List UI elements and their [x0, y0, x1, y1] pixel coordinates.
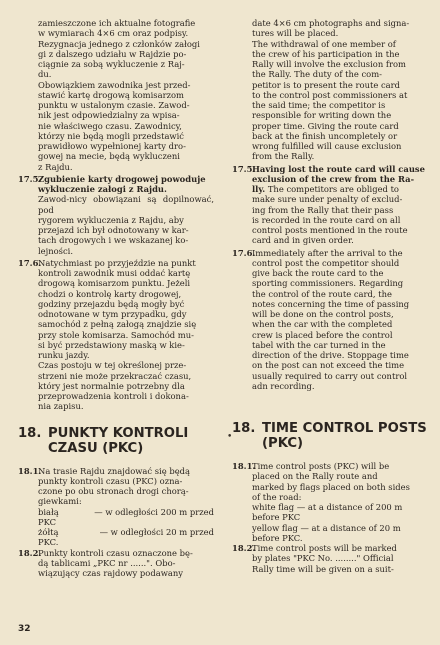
text-line: to the control post commissioners at	[252, 89, 408, 100]
text-line: Obowiązkiem zawodnika jest przed-	[38, 79, 191, 90]
text-line: PKC.	[38, 537, 59, 548]
clause-number: 18.2.	[232, 543, 256, 553]
clause-heading: Having lost the route card will cause	[252, 163, 425, 174]
clause-17-5-pl	[18, 174, 214, 256]
text-line: of the road:	[252, 491, 302, 502]
text-line: direction of the drive. Stoppage time	[252, 350, 409, 360]
text-line: card and in given order.	[252, 235, 354, 246]
text-line: control posts mentioned in the route	[252, 225, 408, 235]
flag-distance: — w odległości 200 m przed	[94, 506, 214, 517]
clause-18-2-pl	[18, 548, 214, 579]
text-line: którzy nie będą mogli przedstawić	[38, 130, 184, 141]
text-line: when the car with the completed	[252, 319, 393, 330]
margin-mark: •	[227, 432, 233, 442]
text-line: runku jazdy.	[38, 350, 90, 360]
text-line: przejazd ich był odnotowany w kar-	[38, 225, 189, 235]
polish-column	[18, 18, 214, 578]
section-title-line: TIME CONTROL POSTS	[262, 421, 427, 436]
text-line: giewkami:	[38, 496, 82, 507]
section-heading-en	[232, 421, 428, 451]
clause-17-5-en	[232, 164, 428, 246]
text-line: the Rally. The duty of the com-	[252, 69, 382, 80]
text-line: Rally time will be given on a suit-	[252, 563, 394, 574]
text-line: the crew of his participation in the	[252, 48, 400, 59]
text-line: odnotowane w tym przypadku, gdy	[38, 309, 187, 319]
clause-number: 18.1.	[18, 465, 42, 476]
continued-paragraph-pl	[18, 18, 214, 172]
text-line: Punkty kontroli czasu oznaczone bę-	[38, 547, 193, 558]
clause-number: 17.5.	[18, 173, 42, 184]
text-line: the said time; the competitor is	[252, 100, 386, 110]
text-line: w wymiarach 4×6 cm oraz podpisy.	[38, 28, 189, 39]
text-line: the control of the route card, the	[252, 288, 392, 299]
text-line: responsible for writing down the	[252, 110, 392, 121]
text-line: du.	[38, 69, 52, 80]
text-line: nie właściwego czasu. Zawodnicy,	[38, 120, 182, 131]
clause-18-1-en	[232, 461, 428, 543]
text-line: wiązujący czas rajdowy podawany	[38, 568, 183, 578]
clause-heading: Zgubienie karty drogowej powoduje	[38, 173, 206, 184]
text-line: punkty kontroli czasu (PKC) ozna-	[38, 475, 183, 486]
section-title-line: (PKC)	[262, 436, 304, 451]
section-heading-pl	[18, 426, 214, 456]
section-title-line: CZASU (PKC)	[48, 440, 144, 456]
text-line: ing from the Rally that their pass	[252, 204, 394, 215]
text-line: Rally will involve the exclusion from	[252, 59, 406, 69]
text-line: prawidłowo wypełnionej karty dro-	[38, 141, 186, 151]
section-number: 18.	[232, 421, 256, 436]
text-line: on the post can not exceed the time	[252, 360, 405, 371]
text-line: samochód z pełną załogą znajdzie się	[38, 319, 197, 330]
text-line: dą tablicami „PKC nr ......". Obo-	[38, 557, 176, 568]
page-number: 32	[18, 624, 31, 634]
text-line: is recorded in the route card on all	[252, 214, 401, 225]
english-column	[232, 18, 428, 574]
text-line: Na trasie Rajdu znajdować się będą	[38, 465, 191, 476]
text-line: tures will be placed.	[252, 28, 339, 39]
text-line: from the Rally.	[252, 151, 315, 162]
text-line: lejności.	[38, 245, 73, 256]
text-line: Natychmiast po przyjeździe na punkt	[38, 257, 196, 268]
text-line: Time control posts (PKC) will be	[252, 461, 390, 471]
clause-number: 17.6.	[18, 257, 42, 268]
text-line: godziny przejazdu będą mogły być	[38, 298, 185, 309]
text-line: back at the finish uncompletely or	[252, 130, 398, 141]
text-line: sporting commissioners. Regarding	[252, 278, 404, 289]
text-line: marked by flags placed on both sides	[252, 481, 410, 492]
text-line: control post the competitor should	[252, 257, 400, 268]
text-line: tabel with the car turned in the	[252, 339, 386, 350]
text-line: proper time. Giving the route card	[252, 120, 399, 131]
continued-paragraph-en	[232, 18, 428, 162]
text-line: wrong fulfilled will cause exclusion	[252, 141, 402, 151]
text-line: Rezygnacja jednego z członków załogi	[38, 38, 200, 49]
flag-row	[38, 527, 214, 537]
text-line: The withdrawal of one member of	[252, 38, 396, 49]
text-line: tach drogowych i we wskazanej ko-	[38, 235, 189, 246]
text-line: PKC	[38, 516, 57, 527]
text-line: date 4×6 cm photographs and signa-	[252, 18, 410, 28]
text-line: si być przedstawiony maską w kie-	[38, 339, 185, 350]
text-line: give back the route card to the	[252, 268, 384, 278]
clause-number: 18.2.	[18, 547, 42, 558]
clause-18-2-en	[232, 543, 428, 574]
clause-18-1-pl	[18, 466, 214, 548]
text-line: rygorem wykluczenia z Rajdu, aby	[38, 214, 184, 225]
text-line: zamieszczone ich aktualne fotografie	[38, 18, 196, 28]
text-line: will be done on the control posts,	[252, 309, 394, 319]
clause-number: 17.6.	[232, 247, 256, 258]
text-line: nia zapisu.	[38, 401, 84, 412]
text-line: white flag — at a distance of 200 m	[252, 502, 403, 512]
text-line: make sure under penalty of exclud-	[252, 194, 403, 205]
clause-number: 17.5.	[232, 163, 256, 174]
text-line: gi z dalszego udziału w Rajdzie po-	[38, 48, 187, 59]
clause-heading: wykluczenie załogi z Rajdu.	[38, 184, 167, 194]
text-line: placed on the Rally route and	[252, 471, 378, 482]
text-line: crew is placed before the control	[252, 329, 393, 340]
text-line: stawić kartę drogową komisarzom	[38, 89, 184, 100]
text-line: notes concerning the time of passing	[252, 298, 410, 309]
text-line: strzeni nie może przekraczać czasu,	[38, 370, 192, 381]
text-line: Czas postoju w tej określonej prze-	[38, 360, 187, 371]
text-line: adn recording.	[252, 380, 315, 391]
text-line: usually required to carry out control	[252, 370, 408, 381]
section-number: 18.	[18, 425, 42, 441]
text-line: yellow flag — at a distance of 20 m	[252, 522, 401, 533]
flag-label: żółtą	[38, 527, 59, 537]
text-line: który jest normalnie potrzebny dla	[38, 380, 185, 391]
text-line: ciągnie za sobą wykluczenie z Raj-	[38, 59, 185, 69]
text-line: przy stole komisarza. Samochód mu-	[38, 329, 194, 340]
text-line: Immediately after the arrival to the	[252, 247, 403, 258]
text-line: z Rajdu.	[38, 161, 73, 172]
text-line: The competitors are obliged to	[265, 184, 399, 194]
text-line: czone po obu stronach drogi chorą-	[38, 486, 189, 496]
text-line: nik jest odpowiedzialny za wpisa-	[38, 110, 180, 121]
clause-heading: exclusion of the crew from the Ra-	[252, 173, 415, 184]
clause-17-6-pl	[18, 258, 214, 412]
text-line: kontroli zawodnik musi oddać kartę	[38, 268, 191, 278]
text-line: przeprowadzenia kontroli i dokona-	[38, 391, 189, 401]
text-line: by plates "PKC No. ........" Official	[252, 553, 394, 564]
text-line: drogową komisarzom punktu. Jeżeli	[38, 278, 191, 289]
flag-row	[38, 507, 214, 517]
text-line: before PKC	[252, 512, 301, 523]
text-line: punktu w ustalonym czasie. Zawod-	[38, 100, 190, 110]
flag-label: białą	[38, 506, 59, 517]
section-title-line: PUNKTY KONTROLI	[48, 425, 189, 441]
text-line: petitor is to present the route card	[252, 79, 400, 90]
text-line: before PKC.	[252, 532, 303, 543]
text-line: gowej na mecie, będą wykluczeni	[38, 151, 180, 162]
text-line: Zawod-nicy obowiązani są dopilnować, pod	[38, 194, 214, 215]
text-line: chodzi o kontrolę karty drogowej,	[38, 288, 182, 299]
flag-distance: — w odległości 20 m przed	[99, 527, 214, 537]
clause-number: 18.1.	[232, 461, 256, 471]
text-line: Time control posts will be marked	[252, 543, 397, 553]
clause-17-6-en	[232, 248, 428, 392]
clause-heading: lly.	[252, 184, 266, 194]
